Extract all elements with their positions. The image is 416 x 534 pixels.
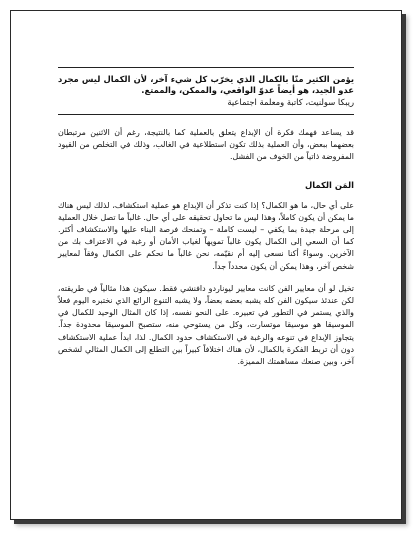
intro-paragraph: قد يساعد فهمك فكرة أن الإبداع يتعلق بالعملية كما بالنتيجة، رغم أن الاثنين مرتبطان بعضهما ببعض، وأن العملية بذلك تكون استطلاعية في الغالب، وذلك في التخلص من القيود المفروضة ذاتياً من الخوف من الفشل. (58, 127, 354, 162)
section-heading: المَن الكمال (305, 179, 354, 190)
epigraph (58, 68, 354, 114)
body-paragraph-2: تخيل لو أن معايير الفن كانت معايير ليوناردو دافنشي فقط. سيكون هذا مثالياً في طريقته، لكن عندئذ سيكون الفن كله يشبه بعضه بعضاً، ولا يشبه التنوع الرائع الذي نختبره اليوم فعلاً والذي يستمر في التطور في تعبيره. على النحو نفسه، إذا كان المثال الوحيد للكمال في الموسيقا هو موسيقا موتسارت، وكل من يستوحي منه، ستصبح الموسيقا محدودة جداً. يتجاوز الإبداع في تنوعه والرغبة في الاستكشاف حدود الكمال. لذا، ابدأ عملية الاستكشاف دون أن تربط الفكرة بالكمال، لأن هناك اختلافاً كبيراً بين التطلع إلى الكمال المثالي لشخص آخر، وبين صنعك مساهمتك المميزة. (58, 283, 354, 366)
body-paragraph-1: على أي حال، ما هو الكمال؟ إذا كنت تذكر أن الإبداع هو عملية استكشاف، لذلك ليس هناك ما يمكن أن يكون كاملاً، وهذا ليس ما تحاول تحقيقه على أي حال. غالباً ما تصل خلال العملية إلى مرحلة جيدة بما يكفي – ليست كاملة – وتمنحك فرصة البناء عليها والاستكشاف أكثر. كما أن السعي إلى الكمال يكون غالباً تمويهاً لغياب الأمان أو رغبة في الاعتراف بك من الآخرين. وسواءً أكنا نسعى إليه أم نقيّمه، نحن غالباً ما نحكم على الكمال وفقاً لمعايير شخص آخر، وهذا يمكن أن يكون محدداً جداً. (57, 200, 354, 271)
document-page (10, 10, 402, 520)
document-content (58, 67, 354, 368)
epigraph-text: يؤمن الكثير منّا بالكمال الذي يخرّب كل شيء آخر، لأن الكمال ليس مجرد عدو الجيد، هو أيضاً عدوّ الواقعي، والممكن، والممتع. (58, 74, 354, 96)
quote-bottom-rule (58, 114, 354, 115)
epigraph-attribution: ريبكا سولنيت، كاتبة ومعلمة اجتماعية (227, 96, 354, 107)
